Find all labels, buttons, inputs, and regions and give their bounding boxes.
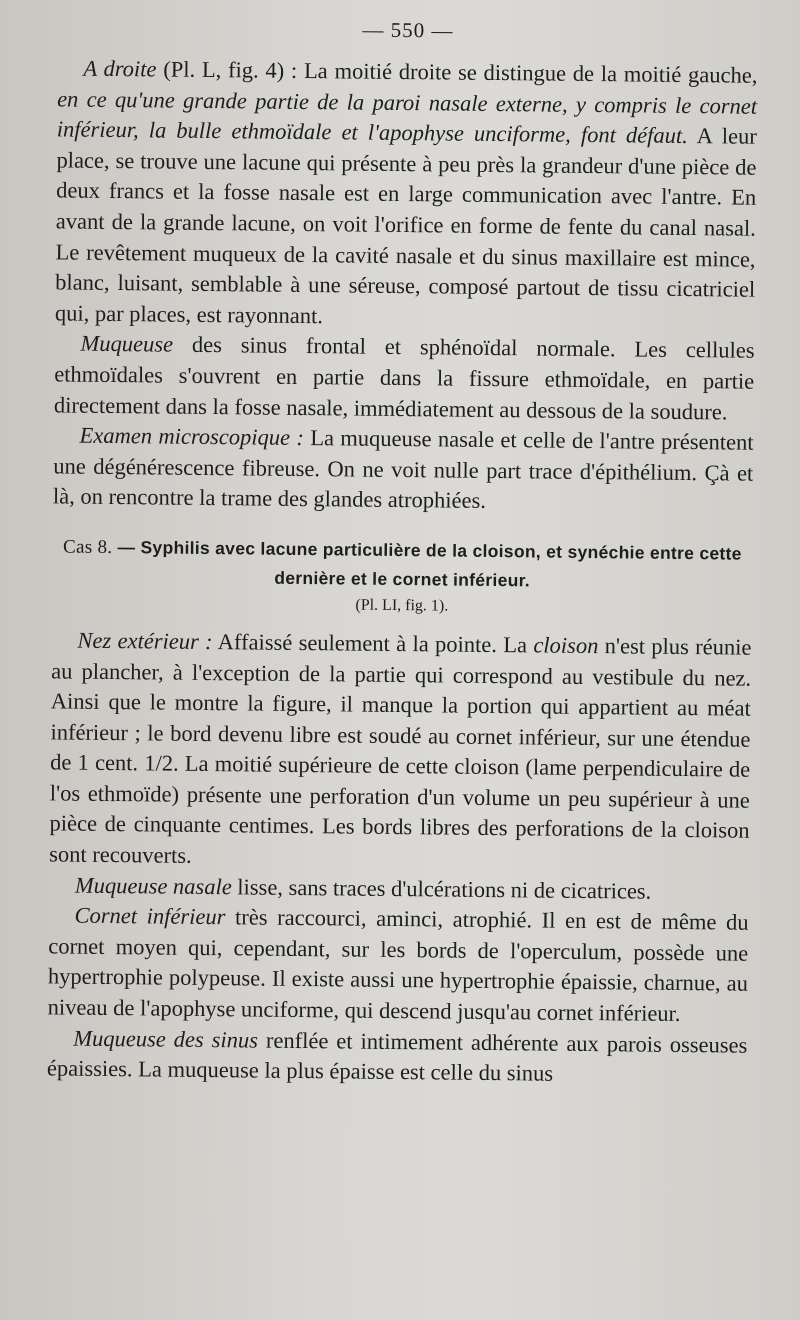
paragraph-lead: Nez extérieur : [77, 627, 213, 654]
paragraph-lead: Muqueuse [80, 331, 174, 357]
case-plate-reference: (Pl. LI, fig. 1). [355, 596, 449, 615]
paragraph-lead: Cornet inférieur [74, 902, 226, 930]
paragraph-italic: cloison [533, 632, 599, 659]
paragraph-muqueuse [54, 329, 755, 428]
case-heading [52, 532, 753, 596]
paragraph-text: renflée et intimement adhérente aux parois osseuses épaissies. La muqueuse la plus épaisse est celle du sinus [46, 1027, 748, 1086]
paragraph-text: des sinus frontal et sphénoïdal normale. Les cellules ethmoïdales s'ouvrent en partie dans la fissure ethmoïdale, en partie directement dans la fosse nasale, immédiatement au dessous de la soudure. [53, 331, 755, 424]
paragraph-text: La muqueuse nasale et celle de l'antre présentent une dégénérescence fibreuse. On ne voit nulle part trace d'épithélium. Çà et là, on rencontre la trame des glandes atrophiées. [52, 425, 754, 514]
paragraph-text: Affaissé seulement à la pointe. La [212, 628, 534, 658]
paragraph-nez [49, 625, 752, 877]
page-number: — 550 — [362, 17, 454, 43]
paragraph-cornet [47, 901, 748, 1031]
paragraph-lead: Muqueuse des sinus [73, 1025, 259, 1053]
paragraph-examen [53, 421, 754, 520]
paragraph-lead: Muqueuse nasale [74, 872, 232, 899]
paragraph-text: très raccourci, aminci, atrophié. Il en est de même du cornet moyen qui, cependant, sur les bords de l'operculum, possède une hypertrophie polypeuse. Il existe aussi une hypertrophie épaissie, charnue, au niveau de l'apophyse unciforme, qui descend jusqu'au cornet inférieur. [47, 904, 749, 1027]
paragraph-a-droite [55, 53, 758, 336]
paragraph-text: A leur place, se trouve une lacune qui présente à peu près la grandeur d'une pièce de deux francs et la fosse nasale est en large communication avec l'antre. En avant de la grande lacune, on voit l'orifice en forme de fente du canal nasal. Le revêtement muqueux de la cavité nasale et du sinus maxillaire est mince, blanc, luisant, semblable à une séreuse, composé partout de tissu cicatriciel qui, par places, est rayonnant. [54, 123, 757, 328]
paragraph-text: lisse, sans traces d'ulcérations ni de cicatrices. [231, 873, 652, 904]
paragraph-text: (Pl. L, fig. 4) : La moitié droite se distingue de la moitié gauche, [156, 56, 758, 88]
paragraph-lead: Examen microscopique : [79, 422, 305, 451]
paragraph-text: n'est plus réunie au plancher, à l'exception de la partie qui correspond au vestibule du nez. Ainsi que le montre la figure, il manque la portion qui appartient au méat inférieur ; le bord devenu libre est soudé au cornet inférieur, sur une étendue de 1 cent. 1/2. La moitié supérieure de cette cloison (lame perpendiculaire de l'os ethmoïde) présente une perforation d'un volume un peu supérieur à une pièce de cinquante centimes. Les bords libres des perforations de la cloison sont recouverts. [49, 633, 752, 868]
paragraph-muqueuse-sinus [47, 1023, 748, 1092]
case-title-text: — Syphilis avec lacune particulière de la cloison, et synéchie entre cette dernière et le cornet inférieur. [112, 536, 742, 591]
paragraph-lead: A droite [83, 55, 157, 82]
case-label: Cas 8. [62, 536, 113, 558]
paragraph-italic: en ce qu'une grande partie de la paroi nasale externe, y compris le cornet inférieur, la bulle ethmoïdale et l'apophyse unciforme, font défaut. [56, 86, 758, 149]
